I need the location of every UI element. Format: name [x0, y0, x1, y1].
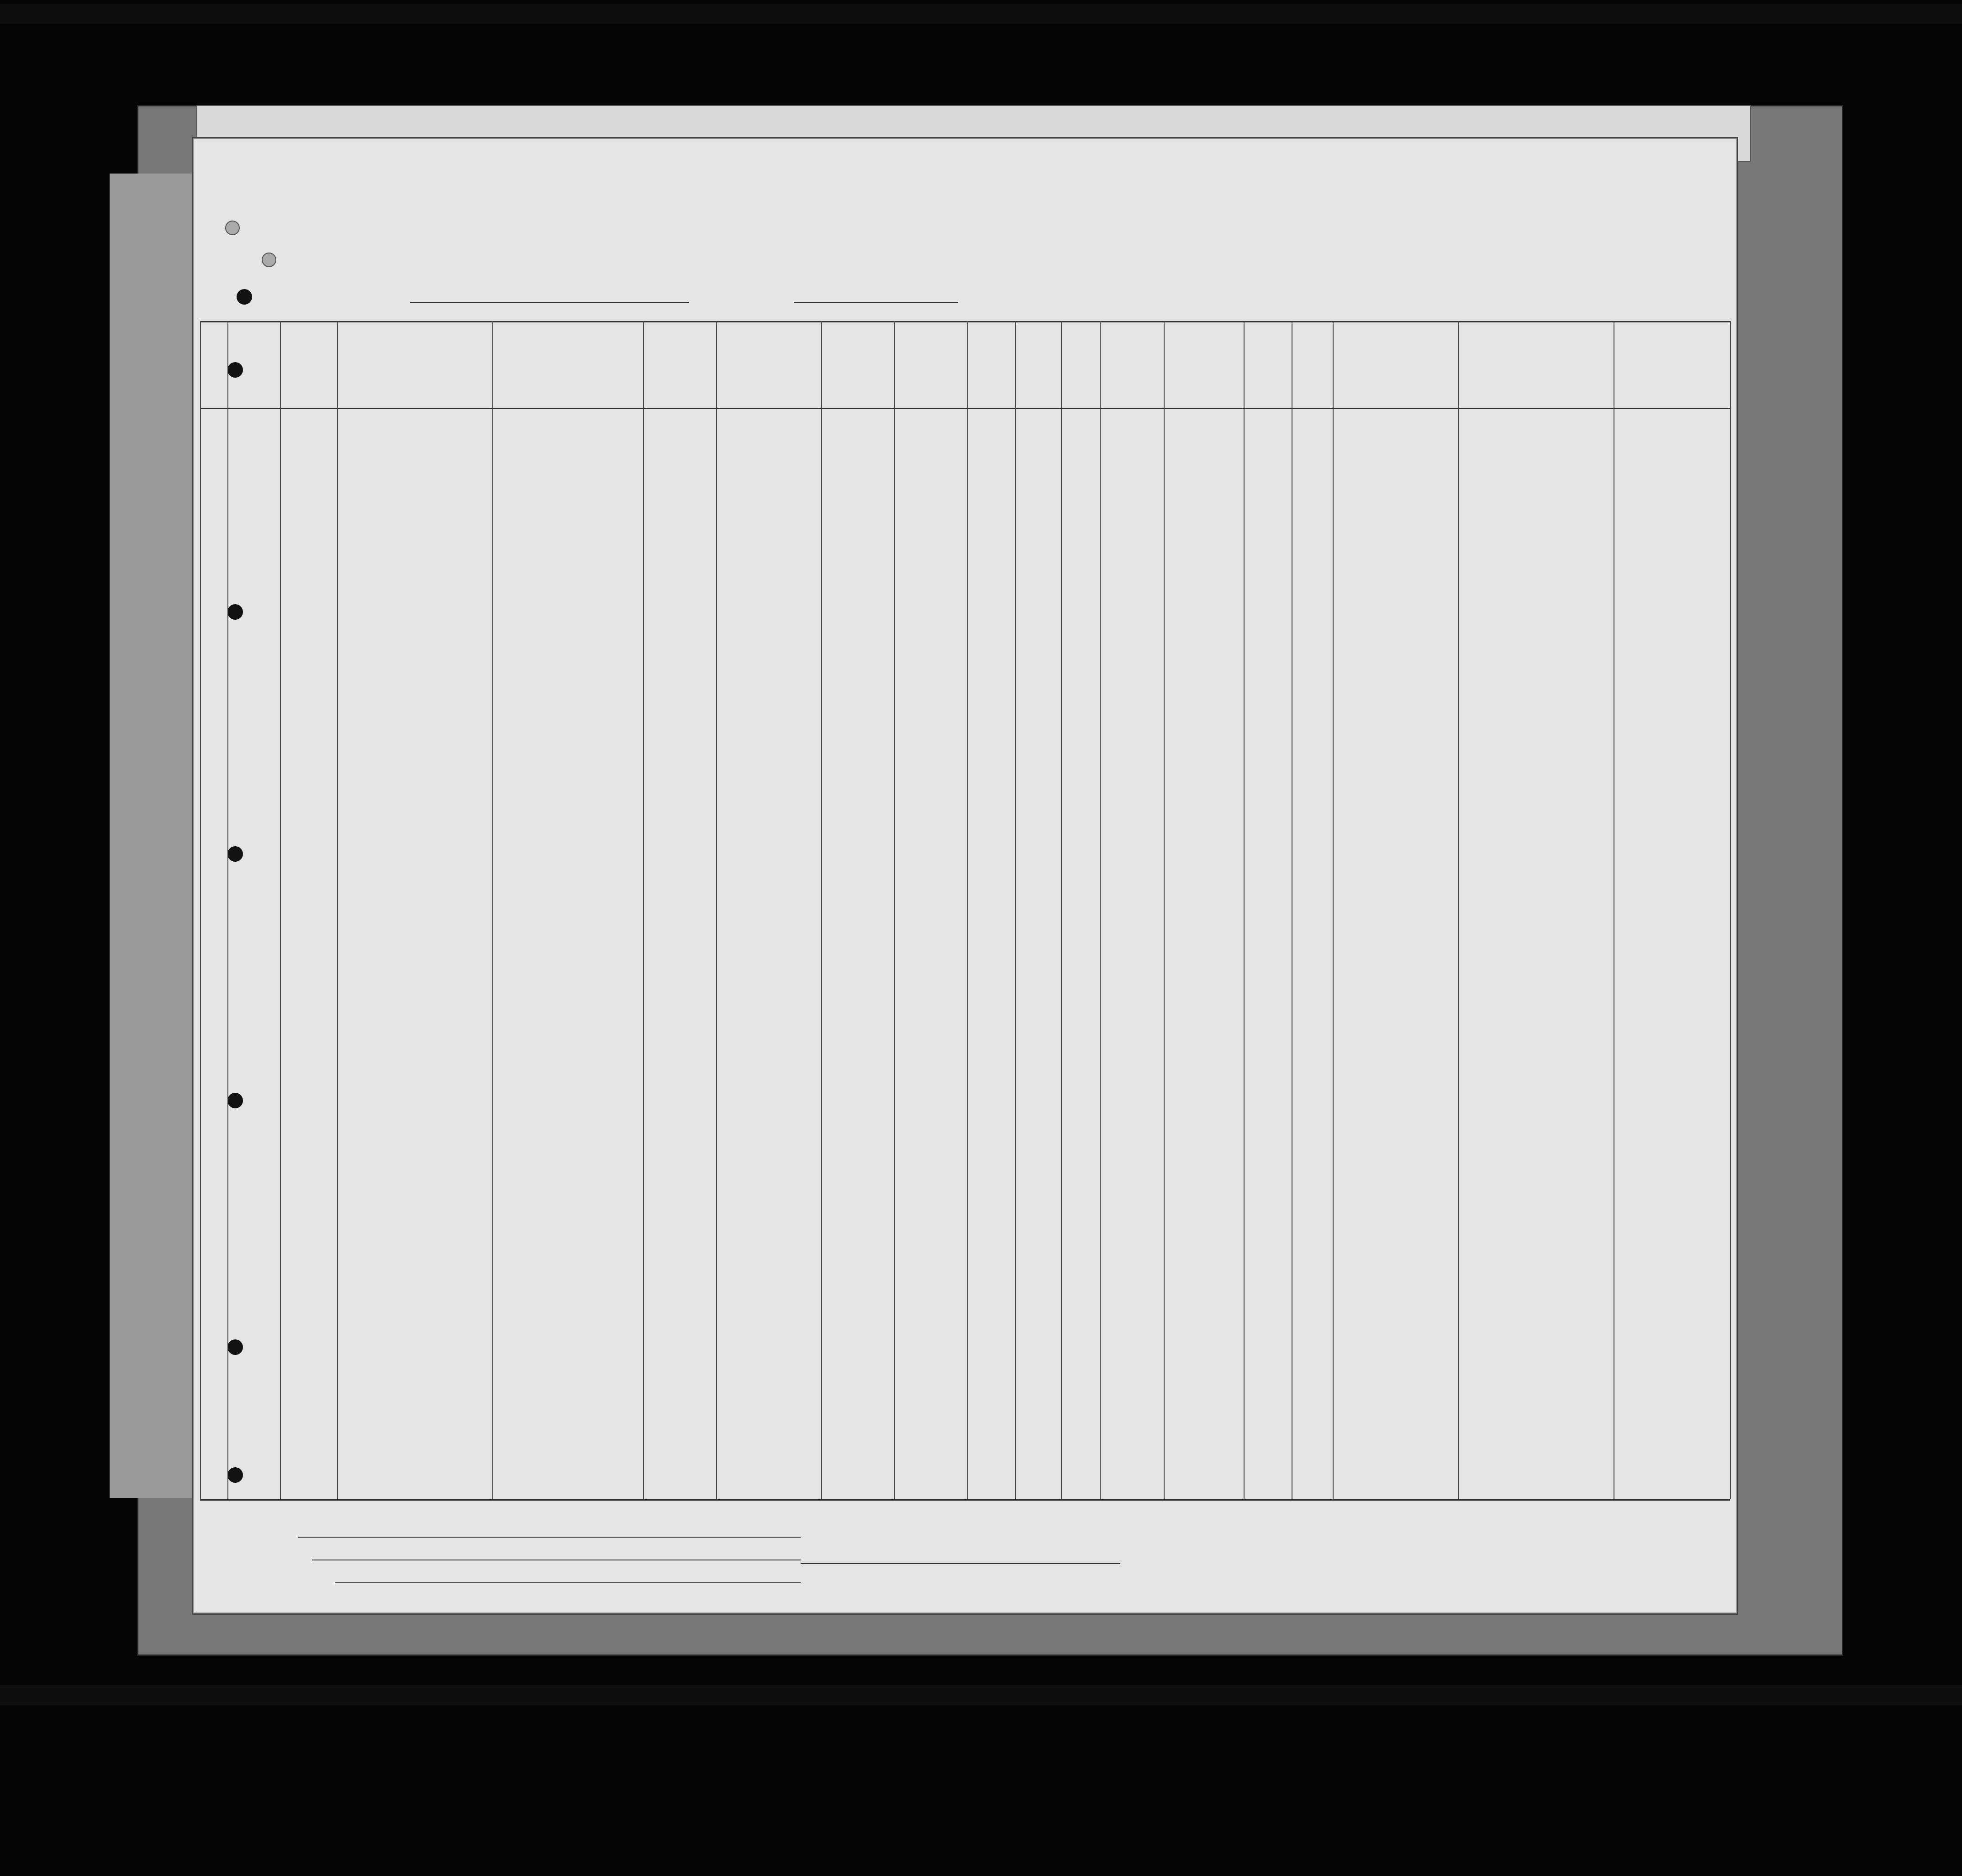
column-rule	[1061, 321, 1062, 1499]
column-rule	[967, 321, 968, 1499]
arriving-underline	[794, 302, 958, 303]
column-rule	[894, 321, 895, 1499]
column-rule	[280, 321, 281, 1499]
scanner-border-top	[0, 4, 1962, 24]
column-rule	[337, 321, 338, 1499]
crew-manifest-table	[200, 321, 1730, 1591]
vessel-line	[360, 285, 1707, 307]
punch-hole	[225, 221, 240, 235]
column-rule	[1458, 321, 1459, 1499]
line-underline	[298, 1537, 801, 1538]
column-rule	[1333, 321, 1334, 1499]
column-rule	[1015, 321, 1016, 1499]
column-rule	[227, 321, 228, 1499]
table-header-rule	[200, 408, 1730, 409]
column-rule	[821, 321, 822, 1499]
sheet-label	[1554, 173, 1560, 189]
column-rule	[1100, 321, 1101, 1499]
signature-underline	[801, 1563, 1120, 1564]
table-bottom-rule	[200, 1499, 1730, 1501]
column-rule	[1244, 321, 1245, 1499]
column-rule	[643, 321, 644, 1499]
column-rule	[1730, 321, 1731, 1499]
manifest-sheet	[192, 137, 1738, 1615]
vessel-name-underline	[410, 302, 689, 303]
column-rule	[492, 321, 493, 1499]
column-rule	[716, 321, 717, 1499]
punch-hole	[262, 253, 276, 267]
column-rule	[1164, 321, 1165, 1499]
column-rule	[200, 321, 201, 1499]
punch-hole	[237, 289, 252, 305]
table-top-rule	[200, 321, 1730, 322]
agents-underline	[335, 1582, 801, 1583]
scanner-border-bottom	[0, 1685, 1962, 1705]
